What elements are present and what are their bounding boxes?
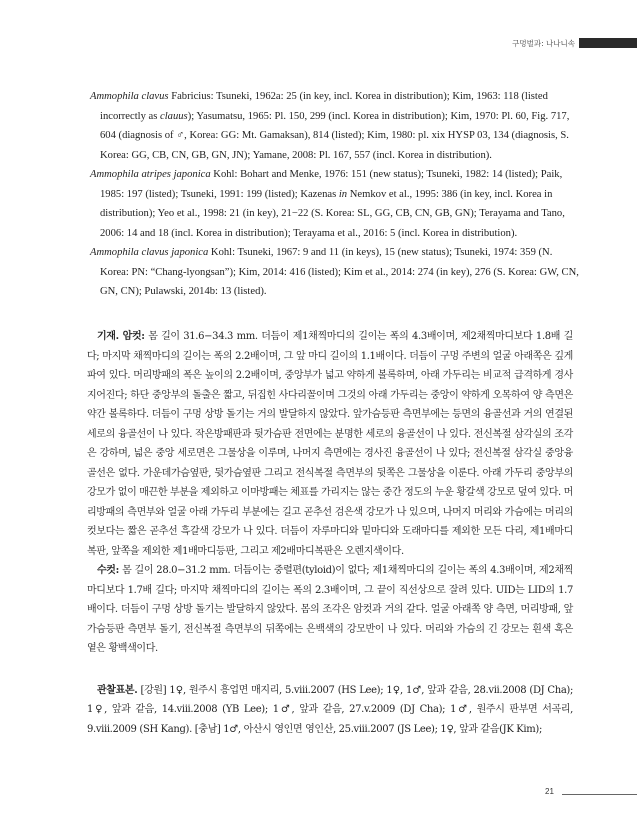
running-title: 구멍벌과: 나나니속 [512, 39, 575, 48]
male-text: 몸 길이 28.0−31.2 mm. 더듬이는 중렬편(tyloid)이 없다; 제1채찍마디의 길이는 폭의 4.3배이며, 제2채찍마디보다 1.7배 길다; 마지막 채찍마디의 길이는 폭의 2.3배이며, 그 끝이 직선상으로 잘려 있다. UID는 LID의 1.7배이다. 더듬이 구멍 상방 돌기는 발달하지 않았다. 몸의 조각은 암컷과 거의 같다. 얼굴 아래쪽 양 측면, 머리방패, 앞가슴등판 측면부 돌기, 전신복절 측면부의 뒤쪽에는 은백색의 강모반이 나 있다. 머리와 가슴의 긴 강모는 흰색 혹은 옅은 황백색이다. [87, 565, 573, 654]
citation-text: Kohl: Tsuneki, 1967: 9 and 11 (in keys), 15 (new status); Tsuneki, 1974: 359 (N. Korea: PN: “Chang-lyongsan”); Kim, 2014: 416 (listed); Kim et al., 2014: 274 (in key), 276 (S. Korea: GW, CN, GN, CN); Pulawski, 2014b: 13 (listed). [100, 247, 579, 297]
synonymy-list [90, 87, 580, 302]
specimens-examined [87, 681, 573, 740]
description-body [87, 327, 573, 739]
page-number: 21 [545, 787, 554, 796]
specimens-text: [강원] 1♀, 원주시 흥업면 매지리, 5.viii.2007 (HS Lee); 1♀, 1♂, 앞과 같음, 28.vii.2008 (DJ Cha); 1♀, 앞과 같음, 14.viii.2008 (YB Lee); 1♂, 앞과 같음, 27.v.2009 (DJ Cha); 1♂, 원주시 판부면 서곡리, 9.viii.2009 (SH Kang). [충남] 1♂, 아산시 영인면 영인산, 25.viii.2007 (JS Lee); 1♀, 앞과 같음(JK Kim); [87, 684, 573, 735]
female-text: 몸 길이 31.6−34.3 mm. 더듬이 제1채찍마디의 길이는 폭의 4.3배이며, 제2채찍마디보다 1.8배 길다; 마지막 채찍마디의 길이는 폭의 2.2배이며, 그 앞 마디 길이의 1.1배이다. 더듬이 구멍 주변의 얼굴 아래쪽은 깊게 파여 있다. 머리방패의 폭은 높이의 2.2배이며, 중앙부가 넓고 약하게 볼록하며, 아래 가두리는 비교적 급격하게 경사지어진다; 하단 중앙부의 돌출은 짧고, 뒤집힌 사다리꼴이며 그것의 아래 가두리는 중앙이 약하게 오목하여 양 측면은 약간 볼록하다. 더듬이 구멍 상방 돌기는 거의 발달하지 않았다. 앞가슴등판 측면부에는 등면의 융골선과 거의 연결된 세로의 융골선이 나 있다. 작은방패판과 뒷가슴판 전면에는 분명한 세로의 융골선이 나 있다. 전신복절 삼각실의 조각은 강하며, 넓은 중앙 세로면은 그물상을 이루며, 나머지 측면에는 경사진 융골선이 나 있다; 전신복절 삼각실 중앙융골선은 없다. 가운데가슴옆판, 뒷가슴옆판 그리고 전식복절 측면부의 뒷쪽은 그물상을 이룬다. 아래 가두리 중앙부의 강모가 없이 매끈한 부분을 제외하고 이마방패는 체표를 가리지는 않는 중간 정도의 누운 황갈색 강모로 덮여 있다. 머리방패의 측면부와 얼굴 아래 가두리 부분에는 길고 곧추선 검은색 강모가 나 있으며, 나머지 머리와 가슴에는 머리의 컷보다는 짧은 곧추선 흑갈색 강모가 나 있다. 더듬이 자루마디와 밑마디와 도래마디를 제외한 모든 다리, 제1배마디복판, 앞쪽을 제외한 제1배마디등판, 그리고 제2배마디복판은 오렌지색이다. [87, 331, 573, 557]
citation-italic: in [338, 188, 348, 200]
taxon-name: Ammophila atripes japonica [90, 169, 211, 180]
female-description [87, 327, 573, 561]
footer-rule [562, 794, 637, 795]
synonym-entry [90, 243, 580, 302]
citation-italic: clauus [160, 110, 188, 122]
citation-text: Nemkov et al., 1995: 386 (in key, incl. Korea in distribution); Yeo et al., 1998: 21 (in key), 21−22 (S. Korea: SL, GG, CB, CN, GB, GN); Terayama and Tano, 2006: 14 and 18 (incl. Korea in distribution); Terayama et al., 2016: 5 (incl. Korea in distribution). [100, 188, 565, 239]
male-description [87, 561, 573, 659]
male-label: 수컷: [97, 565, 119, 576]
paragraph-gap [87, 659, 573, 681]
synonym-entry [90, 165, 580, 243]
citation-text: ); Yasumatsu, 1965: Pl. 150, 299 (incl. Korea in distribution); Kim, 1970: Pl. 60, Fig. 717, 604 (diagnosis of ♂, Korea: GG: Mt. Gamaksan), 814 (listed); Kim, 1980: pl. xix HYSP 03, 134 (diagnosis, S. Korea: GG, CB, CN, GB, GN, JN); Yamane, 2008: Pl. 167, 557 (incl. Korea in distribution). [100, 110, 570, 161]
citation-text: Kohl: Bohart and Menke, 1976: 151 (new status); Tsuneki, 1982: 14 (listed); Paik, 1985: 197 (listed); Tsuneki, 1991: 199 (listed); Kazenas [100, 169, 563, 200]
specimens-label: 관찰표본. [97, 684, 138, 696]
taxon-name: Ammophila clavus [90, 91, 169, 102]
citation-text: Fabricius: Tsuneki, 1962a: 25 (in key, incl. Korea in distribution); Kim, 1963: 118 (listed incorrectly as [100, 91, 548, 122]
taxon-name: Ammophila clavus japonica [90, 247, 209, 258]
header-bar [579, 38, 637, 48]
female-label: 기재. 암컷: [97, 331, 145, 342]
synonym-entry [90, 87, 580, 165]
running-head [0, 38, 637, 50]
